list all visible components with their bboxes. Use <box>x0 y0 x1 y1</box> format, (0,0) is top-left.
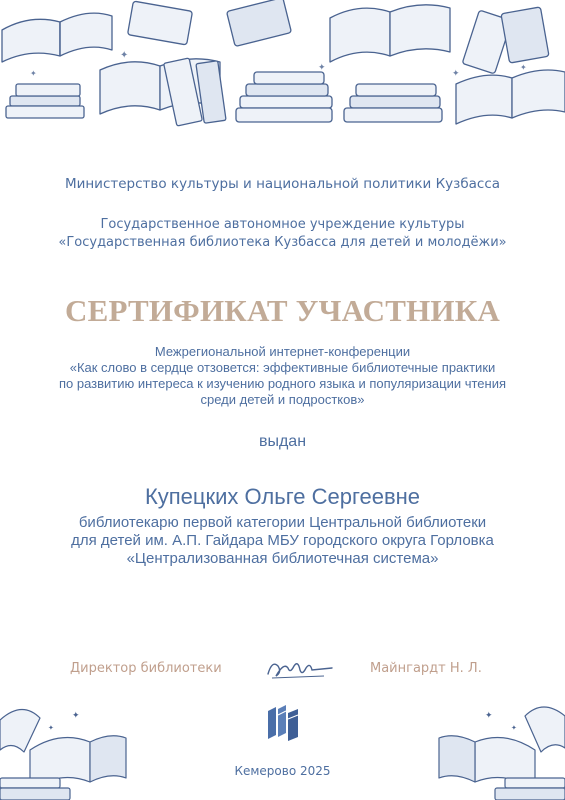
recipient-position-line: для детей им. А.П. Гайдара МБУ городского округа Горловка <box>71 532 494 549</box>
conference-line: среди детей и подростков» <box>200 392 365 407</box>
svg-text:✦: ✦ <box>452 69 460 79</box>
recipient-name: Купецких Ольге Сергеевне <box>144 484 421 509</box>
conference-line: Межрегиональной интернет-конференции <box>154 344 411 359</box>
conference-line: «Как слово в сердце отзовется: эффективные библиотечные практики <box>69 360 496 375</box>
svg-text:✦: ✦ <box>30 69 37 78</box>
svg-text:✦: ✦ <box>511 724 517 732</box>
handwritten-signature <box>262 654 342 684</box>
books-illustration-bottom-right <box>435 660 565 800</box>
director-label: Директор библиотеки <box>70 661 222 676</box>
recipient-position-line: библиотекарю первой категории Центральной библиотеки <box>78 514 487 531</box>
issued-word: выдан <box>258 433 307 450</box>
svg-text:✦: ✦ <box>48 724 54 732</box>
conference-line: по развитию интереса к изучению родного языка и популяризации чтения <box>58 376 507 391</box>
svg-text:✦: ✦ <box>120 50 129 61</box>
certificate-title: СЕРТИФИКАТ УЧАСТНИКА <box>65 293 500 328</box>
institution-line-2: «Государственная библиотека Кузбасса для детей и молодёжи» <box>58 235 507 250</box>
ministry-name: Министерство культуры и национальной политики Кузбасса <box>64 176 501 192</box>
institution-line-1: Государственное автономное учреждение культуры <box>100 217 465 232</box>
library-logo-icon <box>264 701 302 743</box>
svg-text:✦: ✦ <box>318 63 326 73</box>
books-illustration-bottom-left <box>0 660 130 800</box>
director-name: Майнгардт Н. Л. <box>370 661 482 676</box>
svg-text:✦: ✦ <box>485 711 493 721</box>
svg-text:✦: ✦ <box>72 711 80 721</box>
svg-text:✦: ✦ <box>520 63 527 72</box>
books-illustration-top <box>0 0 565 140</box>
city-year: Кемерово 2025 <box>234 764 331 778</box>
recipient-position-line: «Централизованная библиотечная система» <box>126 550 439 567</box>
